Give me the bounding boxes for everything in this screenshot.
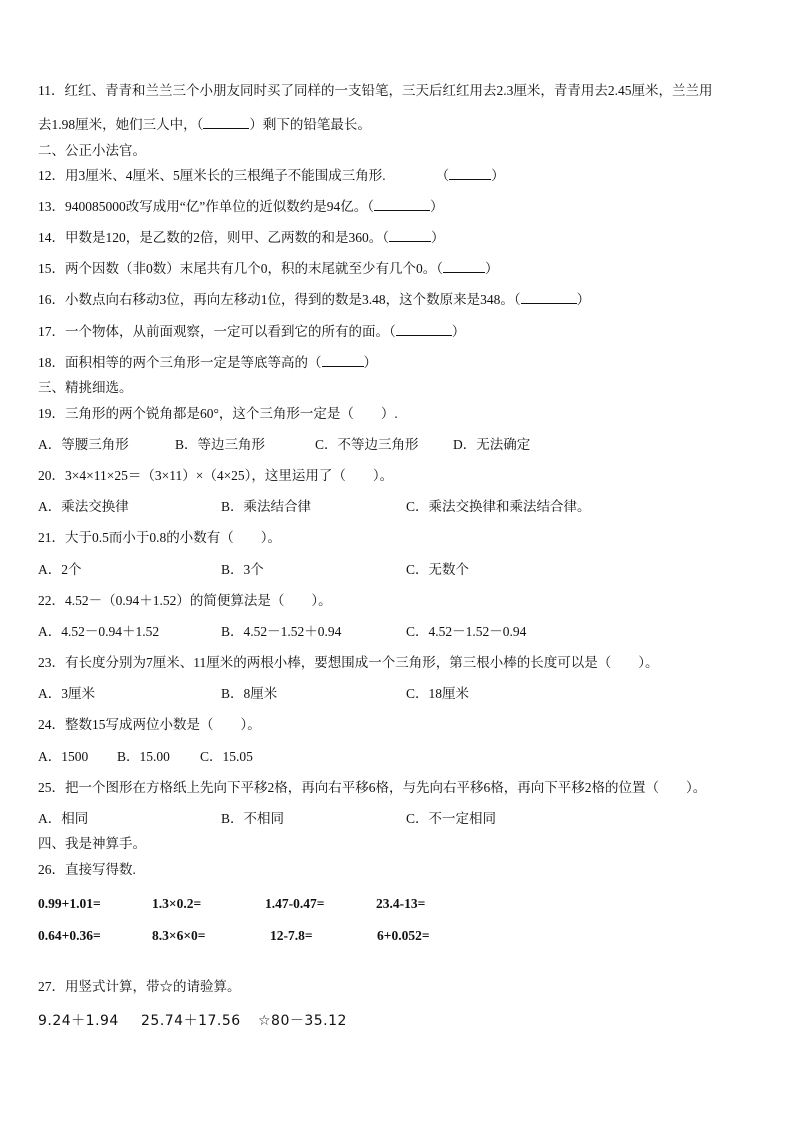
option-b[interactable]: B．4.52－1.52＋0.94 (221, 624, 342, 639)
calc-item: 23.4-13= (376, 896, 426, 911)
question-14: 14．甲数是120，是乙数的2倍，则甲、乙两数的和是360。（ ） (38, 230, 445, 245)
question-27: 27．用竖式计算，带☆的请验算。 (38, 979, 241, 994)
question-11-line-1: 11．红红、青青和兰兰三个小朋友同时买了同样的一支铅笔，三天后红红用去2.3厘米，青青用去2.45厘米，兰兰用 (38, 83, 713, 98)
answer-blank[interactable] (443, 260, 485, 273)
question-21: 21．大于0.5而小于0.8的小数有（ ）。 (38, 530, 281, 545)
question-13: 13．940085000改写成用“亿”作单位的近似数约是94亿。（ ） (38, 199, 444, 214)
calc-item: 0.64+0.36= (38, 928, 101, 943)
question-19: 19．三角形的两个锐角都是60°，这个三角形一定是（ ）. (38, 406, 398, 421)
question-26: 26．直接写得数. (38, 862, 136, 877)
section-3-heading: 三、精挑细选。 (38, 380, 133, 395)
answer-blank[interactable] (449, 167, 491, 180)
option-c[interactable]: C．不一定相同 (406, 811, 497, 826)
answer-blank[interactable] (396, 323, 452, 336)
section-2-heading: 二、公正小法官。 (38, 143, 146, 158)
option-a[interactable]: A．3厘米 (38, 686, 95, 701)
vertical-calc-item: 25.74＋17.56 (141, 1013, 241, 1029)
question-12: 12．用3厘米、4厘米、5厘米长的三根绳子不能围成三角形. （ ） (38, 168, 505, 183)
option-c[interactable]: C．不等边三角形 (315, 437, 419, 452)
option-b[interactable]: B．8厘米 (221, 686, 278, 701)
option-d[interactable]: D．无法确定 (453, 437, 531, 452)
option-a[interactable]: A．4.52－0.94＋1.52 (38, 624, 160, 639)
option-b[interactable]: B．3个 (221, 562, 264, 577)
calc-item: 1.47-0.47= (265, 896, 325, 911)
vertical-calc-item-with-check: ☆80－35.12 (258, 1013, 347, 1029)
question-22: 22．4.52－（0.94＋1.52）的简便算法是（ ）。 (38, 593, 332, 608)
vertical-calc-item: 9.24＋1.94 (38, 1013, 119, 1029)
question-15: 15．两个因数（非0数）末尾共有几个0，积的末尾就至少有几个0。（ ） (38, 261, 499, 276)
answer-blank[interactable] (521, 291, 577, 304)
option-a[interactable]: A．1500 (38, 749, 89, 764)
option-b[interactable]: B．不相同 (221, 811, 285, 826)
option-c[interactable]: C．18厘米 (406, 686, 470, 701)
option-a[interactable]: A．相同 (38, 811, 89, 826)
option-b[interactable]: B．15.00 (117, 749, 170, 764)
question-25: 25．把一个图形在方格纸上先向下平移2格，再向右平移6格，与先向右平移6格，再向下平移2格的位置（ ）。 (38, 780, 707, 795)
calc-item: 8.3×6×0= (152, 928, 206, 943)
option-a[interactable]: A．2个 (38, 562, 82, 577)
answer-blank[interactable] (322, 354, 364, 367)
answer-blank[interactable] (203, 116, 249, 129)
question-11-line-2: 去1.98厘米，她们三人中，（ ）剩下的铅笔最长。 (38, 117, 371, 132)
option-c[interactable]: C．无数个 (406, 562, 470, 577)
calc-item: 1.3×0.2= (152, 896, 202, 911)
option-c[interactable]: C．乘法交换律和乘法结合律。 (406, 499, 591, 514)
option-a[interactable]: A．乘法交换律 (38, 499, 129, 514)
question-17: 17．一个物体，从前面观察，一定可以看到它的所有的面。（ ） (38, 324, 466, 339)
answer-blank[interactable] (374, 198, 430, 211)
question-23: 23．有长度分别为7厘米、11厘米的两根小棒，要想围成一个三角形，第三根小棒的长度可以是（ ）。 (38, 655, 659, 670)
question-20: 20．3×4×11×25＝（3×11）×（4×25），这里运用了（ ）。 (38, 468, 394, 483)
question-18: 18．面积相等的两个三角形一定是等底等高的（ ） (38, 355, 377, 370)
calc-item: 0.99+1.01= (38, 896, 101, 911)
option-a[interactable]: A．等腰三角形 (38, 437, 129, 452)
section-4-heading: 四、我是神算手。 (38, 836, 146, 851)
question-24: 24．整数15写成两位小数是（ ）。 (38, 717, 261, 732)
option-c[interactable]: C．15.05 (200, 749, 253, 764)
question-16: 16．小数点向右移动3位，再向左移动1位，得到的数是3.48，这个数原来是348。（ ） (38, 292, 591, 307)
option-b[interactable]: B．等边三角形 (175, 437, 266, 452)
option-b[interactable]: B．乘法结合律 (221, 499, 312, 514)
calc-item: 12-7.8= (270, 928, 313, 943)
answer-blank[interactable] (389, 229, 431, 242)
calc-item: 6+0.052= (377, 928, 430, 943)
option-c[interactable]: C．4.52－1.52－0.94 (406, 624, 527, 639)
